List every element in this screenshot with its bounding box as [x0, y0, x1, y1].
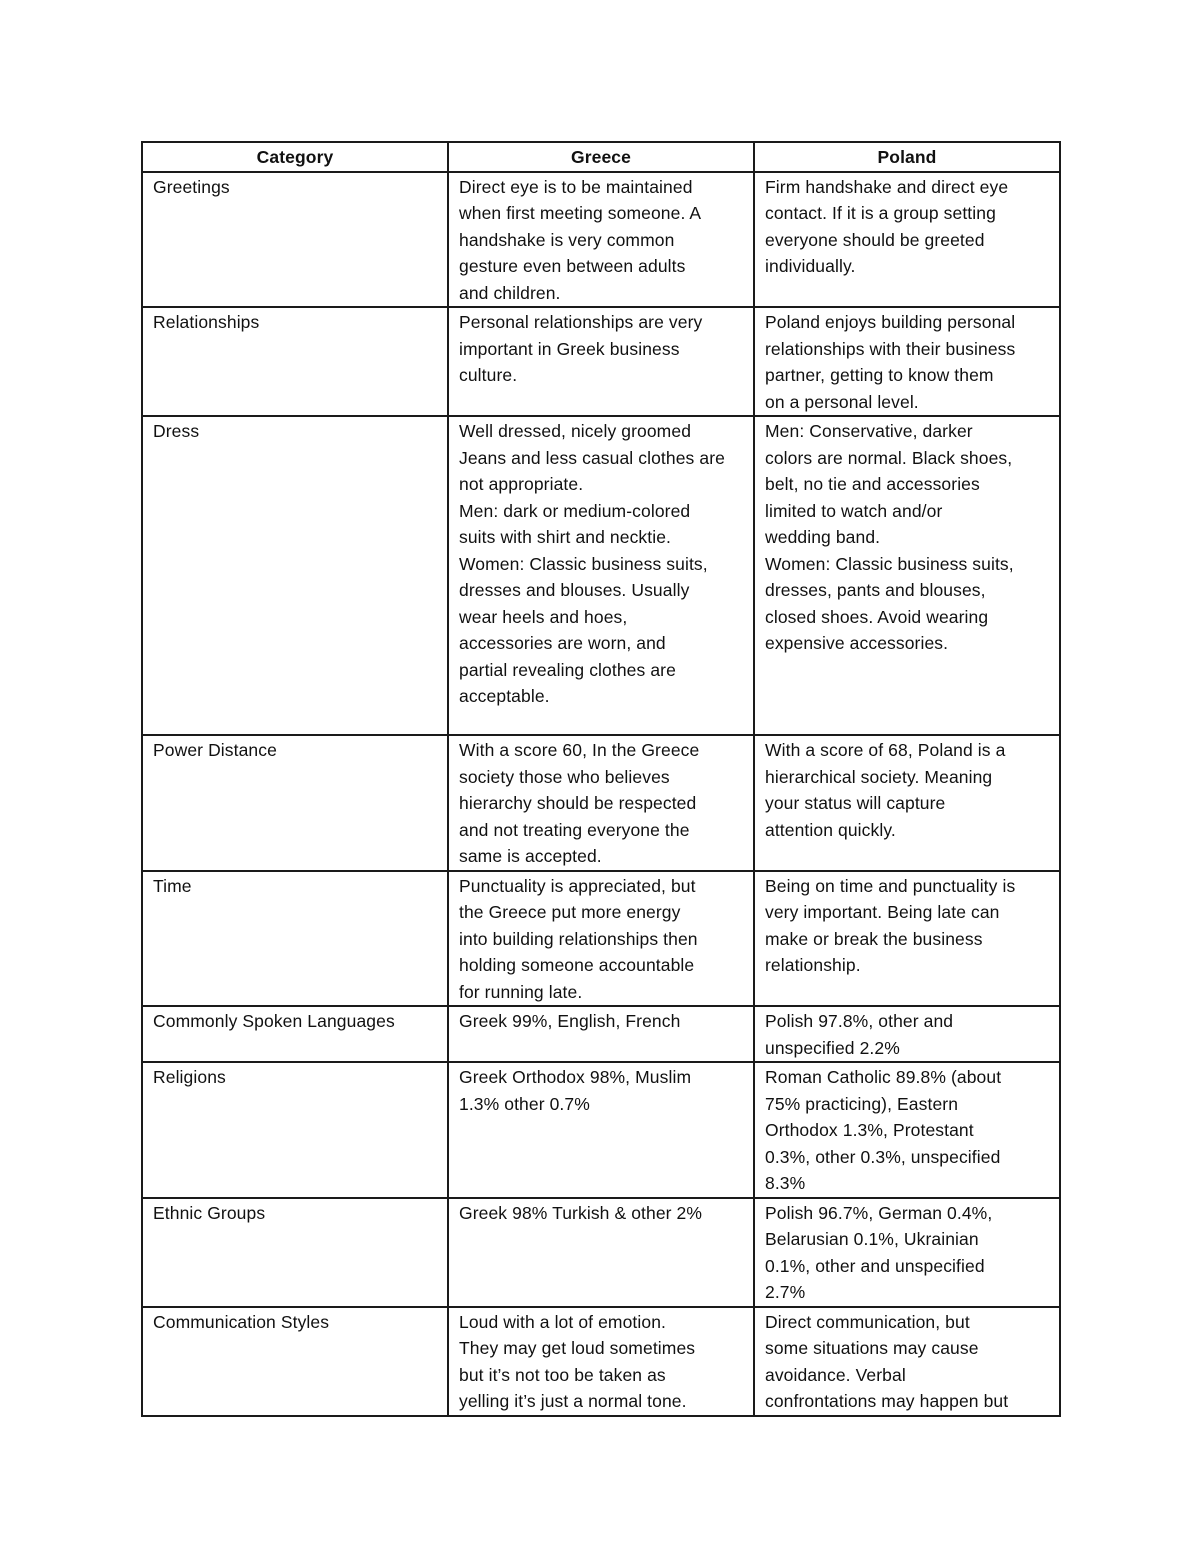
- category-cell: Time: [142, 871, 448, 1007]
- table-row: [142, 1198, 1060, 1307]
- greece-cell: Punctuality is appreciated, but the Greece put more energy into building relationships then holding someone accountable for running late.: [448, 871, 754, 1007]
- greece-cell: Direct eye is to be maintained when first meeting someone. A handshake is very common gesture even between adults and children.: [448, 172, 754, 308]
- header-greece: Greece: [448, 142, 754, 172]
- greece-cell: Well dressed, nicely groomed Jeans and less casual clothes are not appropriate. Men: dark or medium-colored suits with shirt and necktie. Women: Classic business suits, dresses and blouses. Usually wear heels and hoes, accessories are worn, and partial revealing clothes are acceptable.: [448, 416, 754, 735]
- poland-cell: Being on time and punctuality is very important. Being late can make or break the business relationship.: [754, 871, 1060, 1007]
- category-cell: Dress: [142, 416, 448, 735]
- table-row: [142, 1307, 1060, 1416]
- poland-cell: Direct communication, but some situations may cause avoidance. Verbal confrontations may happen but: [754, 1307, 1060, 1416]
- table-row: [142, 307, 1060, 416]
- table-row: [142, 1062, 1060, 1198]
- greece-cell: Greek 98% Turkish & other 2%: [448, 1198, 754, 1307]
- poland-cell: Polish 96.7%, German 0.4%, Belarusian 0.1%, Ukrainian 0.1%, other and unspecified 2.7%: [754, 1198, 1060, 1307]
- poland-cell: Firm handshake and direct eye contact. If it is a group setting everyone should be greeted individually.: [754, 172, 1060, 308]
- greece-cell: Greek 99%, English, French: [448, 1006, 754, 1062]
- greece-cell: Personal relationships are very important in Greek business culture.: [448, 307, 754, 416]
- poland-cell: Polish 97.8%, other and unspecified 2.2%: [754, 1006, 1060, 1062]
- greece-cell: Greek Orthodox 98%, Muslim 1.3% other 0.7%: [448, 1062, 754, 1198]
- table-row: [142, 416, 1060, 735]
- poland-cell: Roman Catholic 89.8% (about 75% practicing), Eastern Orthodox 1.3%, Protestant 0.3%, other 0.3%, unspecified 8.3%: [754, 1062, 1060, 1198]
- category-cell: Power Distance: [142, 735, 448, 871]
- greece-cell: With a score 60, In the Greece society those who believes hierarchy should be respected and not treating everyone the same is accepted.: [448, 735, 754, 871]
- poland-cell: Poland enjoys building personal relationships with their business partner, getting to know them on a personal level.: [754, 307, 1060, 416]
- table-row: [142, 172, 1060, 308]
- header-category: Category: [142, 142, 448, 172]
- category-cell: Relationships: [142, 307, 448, 416]
- category-cell: Commonly Spoken Languages: [142, 1006, 448, 1062]
- table-row: [142, 1006, 1060, 1062]
- header-poland: Poland: [754, 142, 1060, 172]
- comparison-table: [141, 141, 1061, 1417]
- greece-cell: Loud with a lot of emotion. They may get loud sometimes but it’s not too be taken as yelling it’s just a normal tone.: [448, 1307, 754, 1416]
- table-row: [142, 735, 1060, 871]
- table-header-row: [142, 142, 1060, 172]
- poland-cell: Men: Conservative, darker colors are normal. Black shoes, belt, no tie and accessories limited to watch and/or wedding band. Women: Classic business suits, dresses, pants and blouses, closed shoes. Avoid wearing expensive accessories.: [754, 416, 1060, 735]
- poland-cell: With a score of 68, Poland is a hierarchical society. Meaning your status will capture attention quickly.: [754, 735, 1060, 871]
- category-cell: Greetings: [142, 172, 448, 308]
- category-cell: Ethnic Groups: [142, 1198, 448, 1307]
- category-cell: Religions: [142, 1062, 448, 1198]
- category-cell: Communication Styles: [142, 1307, 448, 1416]
- table-row: [142, 871, 1060, 1007]
